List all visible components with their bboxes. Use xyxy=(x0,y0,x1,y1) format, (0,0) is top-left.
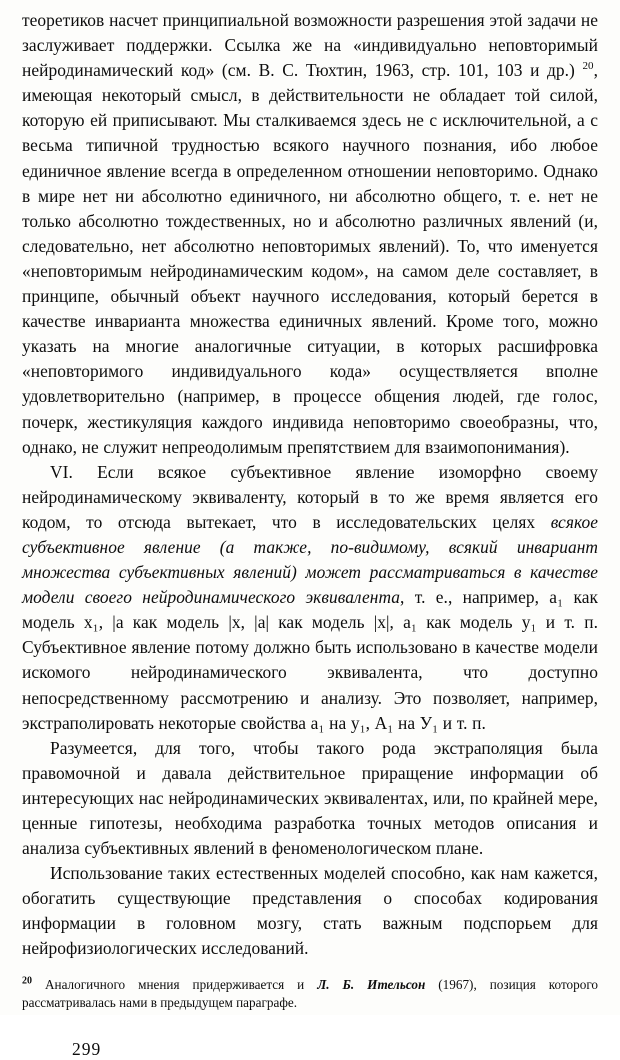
paragraph-1 xyxy=(22,8,598,460)
footnote-author-name: Л. Б. Ительсон xyxy=(317,976,426,992)
footnote xyxy=(22,976,598,1013)
page-number: 299 xyxy=(72,1038,102,1059)
footnote-before-name: Аналогичного мнения придерживается и xyxy=(32,976,318,992)
footnote-after-name: (1967), позиция которого рассматривалась нами в предыдущем параграфе. xyxy=(22,976,598,1011)
paragraph-2-italic: всякое субъективное явление (а также, по-видимому, всякий инвариант множества субъективных явлений) может рассматриваться в качестве модели своего нейродинамического эквивалента xyxy=(22,511,598,608)
footnote-reference: 20 xyxy=(582,60,594,73)
paragraph-4: Использование таких естественных моделей способно, как нам кажется, обогатить существующие представления о способах кодирования информации в головном мозгу, стать важным подспорьем для нейрофизиологических исследований. xyxy=(22,863,598,959)
paragraph-2 xyxy=(22,460,598,736)
footnote-marker: 20 xyxy=(22,975,32,987)
paragraph-1-text: теоретиков насчет принципиальной возможности разрешения этой задачи не заслуживает поддержки. Ссылка же на «индивидуально неповторимый нейродинамический код» (см. В. С. Тюхтин, 1963, стр. 101, 103 и др.) xyxy=(22,10,598,81)
paragraph-2-prefix: VI. Если всякое субъективное явление изоморфно своему нейродинамическому эквиваленту, который в то же время является его кодом, то отсюда вытекает, что в исследовательских целях xyxy=(22,461,598,532)
paragraph-3: Разумеется, для того, чтобы такого рода экстраполяция была правомочной и давала действительное приращение информации об интересующих нас нейродинамических эквивалентах, или, по крайней мере, ценные гипотезы, необходима разработка точных методов описания и анализа субъективных явлений в феноменологическом плане. xyxy=(22,737,598,859)
page-body xyxy=(22,8,598,962)
paragraph-2-suffix: , т. е., например, а₁ как модель х₁, |а как модель |x, |а| как модель |х|, а₁ как модель у₁ и т. п. Субъективное явление потому должно быть использовано в качестве модели искомого нейродинамического эквивалента, что доступно непосредственному рассмотрению и анализу. Это позволяет, например, экстраполировать некоторые свойства а₁ на у₁, А₁ на У₁ и т. п. xyxy=(22,587,598,733)
paragraph-1-continued: , имеющая некоторый смысл, в действительности не обладает той силой, которую ей приписывают. Мы сталкиваемся здесь не с исключительной, а с весьма типичной трудностью всякого научного познания, ибо любое единичное явление всегда в определенном отношении неповторимо. Однако в мире нет ни абсолютно единичного, ни абсолютно общего, т. е. нет не только абсолютно тождественных, но и абсолютно различных явлений (и, следовательно, нет абсолютно неповторимых явлений). То, что именуется «неповторимым нейродинамическим кодом», на самом деле составляет, в принципе, обычный объект научного исследования, который берется в качестве инварианта множества единичных явлений. Кроме того, можно указать на многие аналогичные ситуации, в которых расшифровка «неповторимого индивидуального кода» осуществляется вполне удовлетворительно (например, в процессе общения людей, где голос, почерк, жестикуляция каждого индивида неповторимо своеобразны, что, однако, не служит непреодолимым препятствием для взаимопонимания). xyxy=(22,60,598,457)
